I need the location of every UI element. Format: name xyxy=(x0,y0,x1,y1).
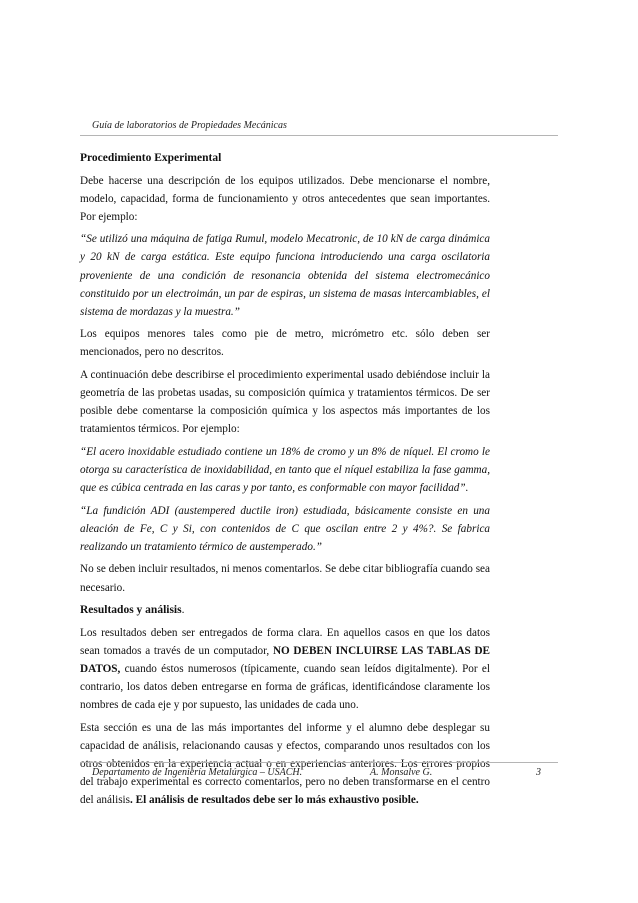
paragraph: A continuación debe describirse el procedimiento experimental usado debiéndose incluir la geometría de las probetas usadas, su composición química y tratamientos térmicos. De ser posible debe comentarse la composición química y los aspectos más importantes de los tratamientos térmicos. Por ejemplo: xyxy=(80,369,490,436)
emphasis-text: . El análisis de resultados debe ser lo más exhaustivo posible. xyxy=(130,794,419,807)
section-title-procedimiento: Procedimiento Experimental xyxy=(80,152,222,164)
paragraph xyxy=(80,719,490,809)
text-run: Esta sección es una de las más importantes del informe y el alumno debe desplegar su capacidad de análisis, relacionando causas y efectos, comparando unos resultados con los otros obtenidos en la experiencia actual o en experiencias anteriores. Los errores propios del trabajo experimental es correcto comentarlos, pero no deben transformarse en el centro del análisis xyxy=(80,721,490,807)
section-title-resultados xyxy=(80,601,490,619)
example-quote: “La fundición ADI (austempered ductile iron) estudiada, básicamente consiste en una aleación de Fe, C y Si, con contenidos de C que oscilan entre 2 y 4%?. Se fabrica realizando un tratamiento térmico de austemperado.” xyxy=(80,504,490,553)
running-header: Guía de laboratorios de Propiedades Mecánicas xyxy=(92,120,287,131)
emphasis-text: NO DEBEN INCLUIRSE LAS TABLAS DE DATOS, xyxy=(80,644,490,675)
paragraph: No se deben incluir resultados, ni menos comentarlos. Se debe citar bibliografía cuando sea necesario. xyxy=(80,563,490,594)
example-quote: “El acero inoxidable estudiado contiene un 18% de cromo y un 8% de níquel. El cromo le otorga su característica de inoxidabilidad, en tanto que el níquel estabiliza la fase gamma, que es cúbica centrada en las caras y por tanto, es conformable con mayor facilidad”. xyxy=(80,445,490,495)
paragraph: Los equipos menores tales como pie de metro, micrómetro etc. sólo deben ser mencionados, pero no descritos. xyxy=(80,328,490,359)
text-run: cuando éstos numerosos (típicamente, cuando sean leídos digitalmente). Por el contrario, los datos deben entregarse en forma de gráficas, identificándose claramente los nombres de cada eje y por supuesto, las unidades de cada uno. xyxy=(80,662,490,712)
paragraph xyxy=(80,624,490,714)
example-quote: “Se utilizó una máquina de fatiga Rumul, modelo Mecatronic, de 10 kN de carga dinámica y 20 kN de carga estática. Este equipo funciona introduciendo una carga oscilatoria proveniente de una condición de resonancia obtenida del sistema electromecánico constituido por un electroimán, un par de espiras, un sistema de masas intercambiables, el sistema de mordazas y la muestra.” xyxy=(80,233,490,318)
section-title-period: . xyxy=(181,604,185,617)
page-number: 3 xyxy=(536,767,541,778)
text-run: Los resultados deben ser entregados de forma clara. En aquellos casos en que los datos sean tomados a través de un computador, xyxy=(80,626,490,657)
footer-department: Departamento de Ingeniería Metalúrgica – USACH. xyxy=(92,767,303,778)
footer-author: A. Monsalve G. xyxy=(370,767,433,778)
footer-divider xyxy=(80,762,558,763)
header-divider xyxy=(80,135,558,136)
paragraph: Debe hacerse una descripción de los equipos utilizados. Debe mencionarse el nombre, modelo, capacidad, forma de funcionamiento y otros antecedentes que sean importantes. Por ejemplo: xyxy=(80,174,490,223)
section-title-text: Resultados y análisis xyxy=(80,604,182,617)
page-body xyxy=(80,149,490,814)
